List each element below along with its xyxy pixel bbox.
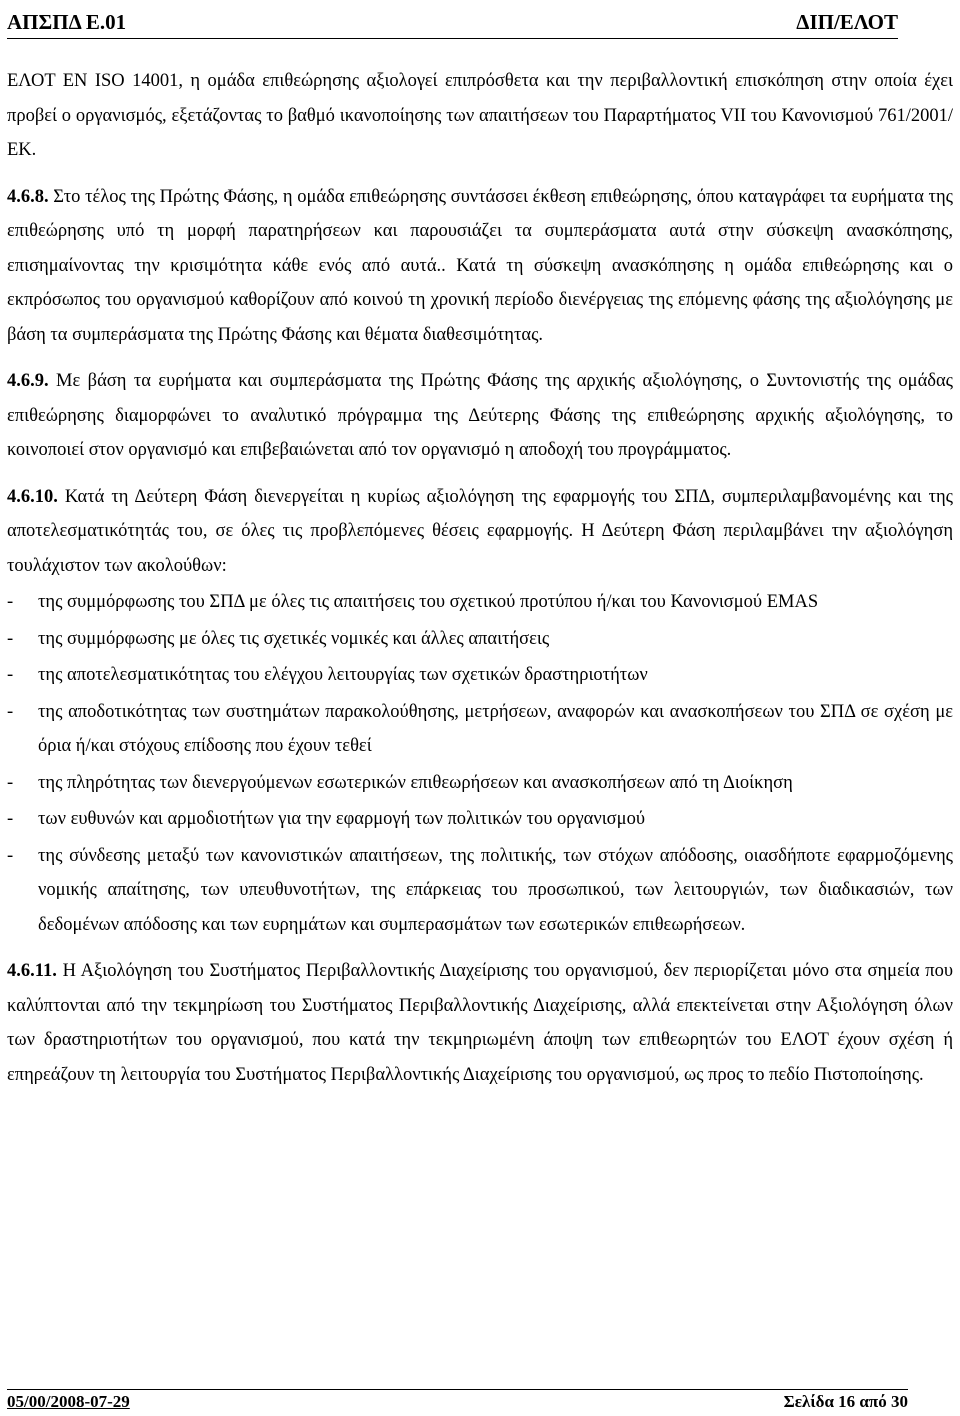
document-body (7, 64, 953, 1092)
list-item: - της αποδοτικότητας των συστημάτων παρακολούθησης, μετρήσεων, αναφορών και ανασκοπήσεων του ΣΠΔ σε σχέση με όρια ή/και στόχους επίδοσης που έχουν τεθεί (7, 695, 953, 764)
list-item: - της συμμόρφωσης με όλες τις σχετικές νομικές και άλλες απαιτήσεις (7, 622, 953, 657)
section-number: 4.6.11. (7, 961, 57, 981)
intro-paragraph: ΕΛΟΤ EN ISO 14001, η ομάδα επιθεώρησης αξιολογεί επιπρόσθετα και την περιβαλλοντική επισκόπηση στην οποία έχει προβεί ο οργανισμός, εξετάζοντας το βαθμό ικανοποίησης των απαιτήσεων του Παραρτήματος VII του Κανονισμού 761/2001/ΕΚ. (7, 71, 953, 160)
section-number: 4.6.9. (7, 371, 49, 391)
list-dash: - (7, 665, 14, 685)
section-number: 4.6.10. (7, 486, 58, 507)
list-item: - της σύνδεσης μεταξύ των κανονιστικών απαιτήσεων, της πολιτικής, των στόχων απόδοσης, οιασδήποτε εφαρμοζόμενης νομικής απαίτησης, των υπευθυνοτήτων, της επάρκειας του προσωπικού, των λειτουργιών, των διαδικασιών, των δεδομένων απόδοσης και των ευρημάτων και συμπερασμάτων των εσωτερικών επιθεωρήσεων. (7, 839, 953, 943)
page-header (7, 6, 898, 39)
header-document-code: ΑΠΣΠΔ Ε.01 (7, 10, 127, 34)
paragraph-4-6-8 (7, 180, 953, 353)
list-dash: - (7, 809, 14, 829)
list-dash: - (7, 772, 14, 793)
list-item: - της αποτελεσματικότητας του ελέγχου λειτουργίας των σχετικών δραστηριοτήτων (7, 658, 953, 693)
list-dash: - (7, 628, 14, 649)
header-organization: ΔΙΠ/ΕΛΟΤ (796, 10, 898, 34)
paragraph-text: Στο τέλος της Πρώτης Φάσης, η ομάδα επιθεώρησης συντάσσει έκθεση επιθεώρησης, όπου καταγράφει τα ευρήματα της επιθεώρησης υπό τη μορφή παρατηρήσεων και παρουσιάζει τα συμπεράσματα αυτά στην σύσκεψη ανασκόπησης, επισημαίνοντας την κρισιμότητα κάθε ενός από αυτά.. Κατά τη σύσκεψη ανασκόπησης η ομάδα επιθεώρησης και ο εκπρόσωπος του οργανισμού καθορίζουν από κοινού τη χρονική περίοδο διενέργειας της επόμενης φάσης της αξιολόγησης με βάση τα συμπεράσματα της Πρώτης Φάσης και θέματα διαθεσιμότητας. (7, 186, 953, 345)
footer-page-number: Σελίδα 16 από 30 (783, 1392, 908, 1411)
list-dash: - (7, 845, 14, 866)
paragraph-4-6-11 (7, 954, 953, 1092)
list-item: - της συμμόρφωσης του ΣΠΔ με όλες τις απαιτήσεις του σχετικού προτύπου ή/και του Κανονισμού EMAS (7, 585, 953, 620)
paragraph-4-6-10 (7, 480, 953, 584)
list-dash: - (7, 592, 14, 612)
list-dash: - (7, 701, 14, 722)
footer-revision-date: 05/00/2008-07-29 (7, 1392, 130, 1411)
list-item: - της πληρότητας των διενεργούμενων εσωτερικών επιθεωρήσεων και ανασκοπήσεων από τη Διοίκηση (7, 766, 953, 801)
section-number: 4.6.8. (7, 186, 49, 207)
assessment-list (7, 585, 953, 942)
paragraph-text: Με βάση τα ευρήματα και συμπεράσματα της Πρώτης Φάσης της αρχικής αξιολόγησης, ο Συντονιστής της ομάδας επιθεώρησης διαμορφώνει το αναλυτικό πρόγραμμα της Δεύτερης Φάσης της επιθεώρησης αρχικής αξιολόγησης, το κοινοποιεί στον οργανισμό και επιβεβαιώνεται από τον οργανισμό η αποδοχή του προγράμματος. (7, 371, 953, 460)
page-footer (7, 1389, 908, 1414)
paragraph-text: Κατά τη Δεύτερη Φάση διενεργείται η κυρίως αξιολόγηση της εφαρμογής του ΣΠΔ, συμπεριλαμβανομένης και της αποτελεσματικότητάς του, σε όλες τις προβλεπόμενες θέσεις εφαρμογής. Η Δεύτερη Φάση περιλαμβάνει την αξιολόγηση τουλάχιστον των ακολούθων: (7, 486, 953, 576)
list-item: - των ευθυνών και αρμοδιοτήτων για την εφαρμογή των πολιτικών του οργανισμού (7, 802, 953, 837)
paragraph-4-6-9 (7, 364, 953, 468)
paragraph-text: Η Αξιολόγηση του Συστήματος Περιβαλλοντικής Διαχείρισης του οργανισμού, δεν περιορίζεται μόνο στα σημεία που καλύπτονται από την τεκμηρίωση του Συστήματος Περιβαλλοντικής Διαχείρισης, αλλά επεκτείνεται στην Αξιολόγηση όλων των δραστηριοτήτων του οργανισμού, που κατά την τεκμηριωμένη άποψη των επιθεωρητών του ΕΛΟΤ έχουν σχέση ή επηρεάζουν τη λειτουργία του Συστήματος Περιβαλλοντικής Διαχείρισης του οργανισμού, ως προς το πεδίο Πιστοποίησης. (7, 961, 953, 1085)
